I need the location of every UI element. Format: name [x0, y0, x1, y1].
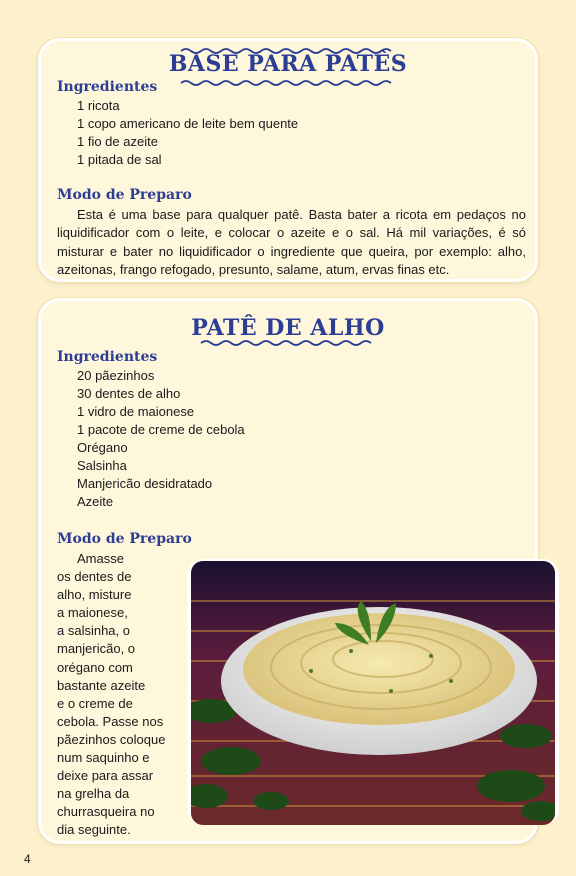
ingredient-item: 1 copo americano de leite bem quente	[77, 116, 299, 131]
ingredient-item: 30 dentes de alho	[77, 386, 181, 401]
method-line: Esta é uma base para qualquer patê. Basta bater a ricota em pedaços no	[77, 207, 526, 222]
ingredient-item: Orégano	[77, 440, 128, 455]
method-line: num saquinho e	[57, 750, 150, 766]
page-number: 4	[24, 852, 31, 866]
ingredient-item: 1 fio de azeite	[77, 134, 158, 149]
method-heading: Modo de Preparo	[57, 187, 192, 203]
method-line: azeitonas, frango refogado, presunto, salame, atum, ervas finas etc.	[57, 261, 450, 277]
method-line: na grelha da	[57, 786, 130, 802]
ingredients-heading: Ingredientes	[57, 349, 158, 365]
ingredients-list	[77, 97, 298, 169]
ingredient-item: 1 pacote de creme de cebola	[77, 422, 245, 437]
ingredients-list	[77, 367, 245, 511]
method-line: os dentes de	[57, 569, 132, 585]
method-line: deixe para assar	[57, 768, 154, 784]
method-line: a salsinha, o	[57, 623, 130, 639]
method-line: Amasse	[77, 551, 124, 566]
method-line: cebola. Passe nos	[57, 713, 164, 729]
ingredients-heading: Ingredientes	[57, 79, 158, 95]
recipe-card-base-para-pates	[38, 38, 538, 282]
pate-photo	[187, 559, 559, 825]
method-line: misturar e bater no liquidificador o ingrediente que queira, por exemplo: alho,	[57, 243, 526, 259]
ingredient-item: 1 pitada de sal	[77, 152, 162, 167]
ingredient-item: Salsinha	[77, 458, 127, 473]
method-line: manjericão, o	[57, 641, 136, 657]
method-line: e o creme de	[57, 695, 133, 711]
method-line: liquidificador com o leite, e colocar o azeite e o sal. Há mil variações, é só	[57, 225, 526, 241]
method-text	[57, 550, 197, 840]
recipe-card-pate-de-alho	[38, 298, 538, 844]
recipe-title: BASE PARA PATÊS	[168, 51, 408, 77]
ingredient-item: 1 vidro de maionese	[77, 404, 195, 419]
method-line: bastante azeite	[57, 677, 146, 693]
method-heading: Modo de Preparo	[57, 531, 192, 547]
title-wave-ornament	[41, 337, 535, 349]
ingredient-item: Manjericão desidratado	[77, 476, 213, 491]
ingredient-item: 20 pãezinhos	[77, 368, 155, 383]
method-line: orégano com	[57, 659, 133, 675]
method-line: a maionese,	[57, 605, 128, 621]
method-line: pãezinhos coloque	[57, 731, 166, 747]
method-text	[57, 206, 526, 279]
ingredient-item: 1 ricota	[77, 98, 120, 113]
method-line: churrasqueira no	[57, 804, 155, 820]
method-line: alho, misture	[57, 587, 132, 603]
ingredient-item: Azeite	[77, 494, 114, 509]
method-line: dia seguinte.	[57, 822, 131, 838]
recipe-title: PATÊ DE ALHO	[191, 315, 385, 341]
pate-bowl-image	[191, 561, 555, 825]
